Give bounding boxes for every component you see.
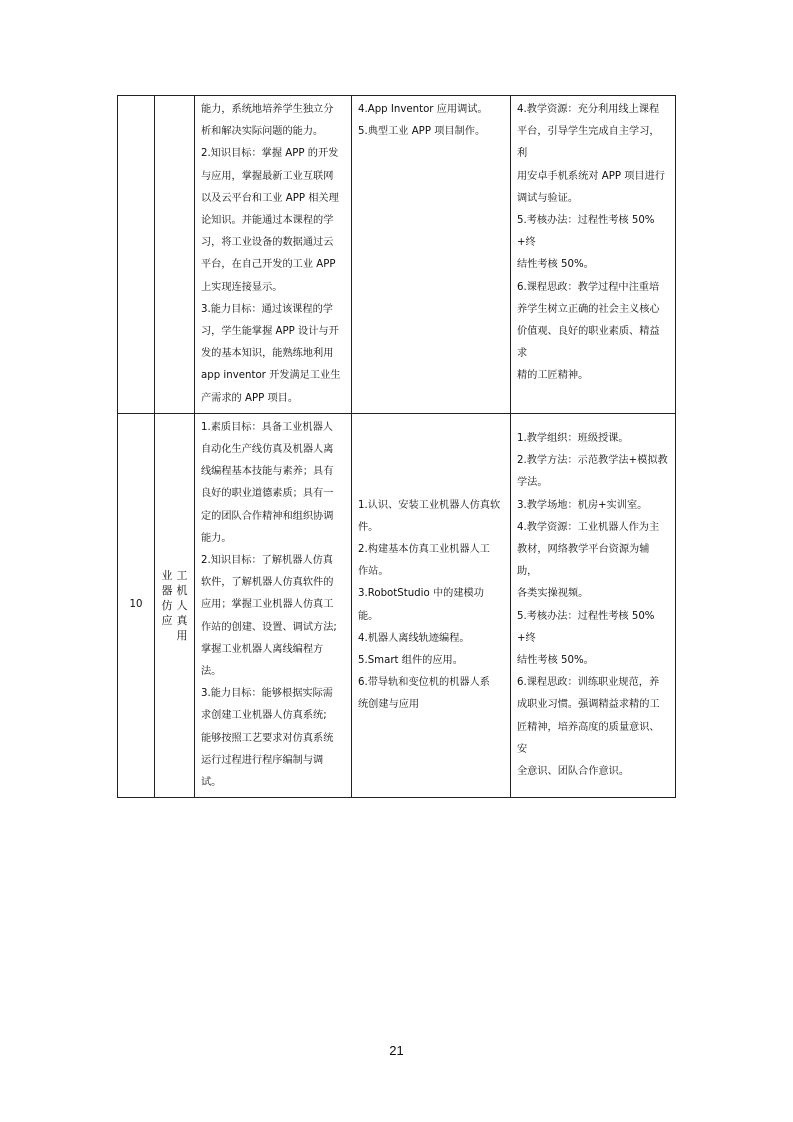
- cell-text-line: 5.考核办法：过程性考核 50%+终: [517, 215, 655, 249]
- course-name-cell: [155, 413, 195, 797]
- cell-text-line: 良好的职业道德素质；具有一: [201, 488, 334, 500]
- cell-text-line: 6.课程思政：训练职业规范，养: [517, 677, 660, 689]
- cell-text-line: 作站。: [358, 566, 389, 578]
- cell-text-line: 4.机器人离线轨迹编程。: [358, 632, 470, 644]
- cell-text-line: 析和解决实际问题的能力。: [201, 126, 324, 138]
- table-row: [118, 413, 676, 797]
- course-name-char: 仿: [161, 599, 173, 613]
- course-name-char: 业: [161, 569, 173, 583]
- course-requirements-cell: [511, 96, 676, 414]
- cell-text-line: 全意识、团队合作意识。: [517, 765, 630, 777]
- cell-text-line: 4.教学资源：工业机器人作为主: [517, 521, 660, 533]
- course-name-column: [177, 568, 188, 643]
- cell-text-line: 养学生树立正确的社会主义核心: [517, 303, 660, 315]
- cell-text-line: 运行过程进行程序编制与调: [201, 754, 324, 766]
- cell-text-line: 各类实操视频。: [517, 588, 589, 600]
- cell-text-line: 结性考核 50%。: [517, 259, 594, 271]
- cell-text-line: 1.认识、安装工业机器人仿真软: [358, 499, 501, 511]
- cell-text-line: 1.教学组织：班级授课。: [517, 432, 629, 444]
- course-content-cell: [352, 96, 511, 414]
- cell-text-line: 3.教学场地：机房+实训室。: [517, 499, 648, 511]
- cell-text-line: 能力。: [201, 532, 232, 544]
- cell-text-line: 件。: [358, 521, 379, 533]
- course-content-cell: [352, 413, 511, 797]
- cell-text-line: 结性考核 50%。: [517, 654, 594, 666]
- cell-text-line: 精的工匠精神。: [517, 370, 589, 382]
- cell-text-line: 统创建与应用: [358, 699, 420, 711]
- course-requirements-cell: [511, 413, 676, 797]
- cell-text-line: 5.典型工业 APP 项目制作。: [358, 126, 486, 138]
- cell-text-line: 5.Smart 组件的应用。: [358, 654, 463, 666]
- cell-text-line: 习，学生能掌握 APP 设计与开: [201, 326, 339, 338]
- cell-text-line: 上实现连接显示。: [201, 281, 283, 293]
- cell-text-line: 能够按照工艺要求对仿真系统: [201, 732, 334, 744]
- cell-text-line: 自动化生产线仿真及机器人离: [201, 444, 334, 456]
- cell-text-line: 定的团队合作精神和组织协调: [201, 510, 334, 522]
- cell-text-line: 2.知识目标：掌握 APP 的开发: [201, 148, 339, 160]
- cell-text-line: 掌握工业机器人离线编程方: [201, 643, 324, 655]
- course-table: [117, 95, 676, 798]
- cell-text-line: 4.教学资源：充分利用线上课程: [517, 104, 660, 115]
- cell-text-line: 平台，在自己开发的工业 APP: [201, 259, 336, 271]
- cell-text-line: 线编程基本技能与素养；具有: [201, 466, 334, 478]
- cell-text-line: 3.RobotStudio 中的建模功能。: [358, 588, 484, 622]
- cell-text-line: 6.课程思政：教学过程中注重培: [517, 281, 660, 293]
- cell-text-line: 试。: [201, 777, 222, 789]
- cell-text-line: 1.素质目标：具备工业机器人: [201, 421, 333, 433]
- course-goals-cell: [195, 413, 352, 797]
- cell-text-line: 论知识。并能通过本课程的学: [201, 215, 334, 227]
- cell-text-line: 平台，引导学生完成自主学习，利: [517, 126, 660, 160]
- cell-text-line: 作站的创建、设置、调试方法;: [201, 621, 337, 633]
- cell-text-line: 学法。: [517, 477, 548, 489]
- cell-text-line: 2.教学方法：示范教学法+模拟教: [517, 455, 668, 467]
- cell-text-line: 法。: [201, 666, 222, 678]
- page-number: 21: [389, 1043, 404, 1058]
- cell-text-line: 价值观、良好的职业素质、精益求: [517, 326, 660, 360]
- course-name-char: 人: [176, 599, 188, 613]
- cell-text-line: 教材，网络教学平台资源为辅助，: [517, 543, 650, 578]
- course-goals-cell: [195, 96, 352, 414]
- cell-text-line: 成职业习惯。强调精益求精的工: [517, 699, 660, 711]
- cell-text-line: 调试与验证。: [517, 192, 579, 204]
- course-number-cell: 10: [118, 413, 155, 797]
- cell-text-line: 5.考核办法：过程性考核 50%+终: [517, 610, 655, 644]
- cell-text-line: 用安卓手机系统对 APP 项目进行: [517, 170, 665, 182]
- cell-text-line: 习，将工业设备的数据通过云: [201, 237, 334, 249]
- course-number-cell: [118, 96, 155, 414]
- cell-text-line: 2.构建基本仿真工业机器人工: [358, 543, 490, 555]
- course-name-char: 用: [176, 629, 188, 643]
- course-name-char: 真: [176, 614, 188, 628]
- cell-text-line: 软件，了解机器人仿真软件的: [201, 577, 334, 589]
- course-name-vertical: [155, 568, 194, 643]
- cell-text-line: 发的基本知识，能熟练地利用: [201, 348, 334, 360]
- cell-text-line: 4.App Inventor 应用调试。: [358, 104, 488, 115]
- cell-text-line: 2.知识目标：了解机器人仿真: [201, 555, 333, 567]
- course-name-column: [162, 568, 173, 643]
- course-name-char: 应: [161, 614, 173, 628]
- cell-text-line: 能力，系统地培养学生独立分: [201, 104, 334, 115]
- cell-text-line: 6.带导轨和变位机的机器人系: [358, 677, 490, 689]
- course-name-char: 器: [161, 584, 173, 598]
- cell-text-line: 产需求的 APP 项目。: [201, 392, 299, 404]
- cell-text-line: 匠精神，培养高度的质量意识、安: [517, 721, 660, 755]
- cell-text-line: 与应用，掌握最新工业互联网: [201, 170, 334, 182]
- cell-text-line: app inventor 开发满足工业生: [201, 370, 341, 382]
- table-row: [118, 96, 676, 414]
- cell-text-line: 求创建工业机器人仿真系统;: [201, 710, 327, 722]
- course-name-char: 机: [176, 584, 188, 598]
- cell-text-line: 3.能力目标：通过该课程的学: [201, 303, 333, 315]
- course-name-cell: [155, 96, 195, 414]
- cell-text-line: 以及云平台和工业 APP 相关理: [201, 192, 339, 204]
- course-name-char: 工: [176, 569, 188, 583]
- cell-text-line: 应用；掌握工业机器人仿真工: [201, 599, 334, 611]
- cell-text-line: 3.能力目标：能够根据实际需: [201, 688, 333, 700]
